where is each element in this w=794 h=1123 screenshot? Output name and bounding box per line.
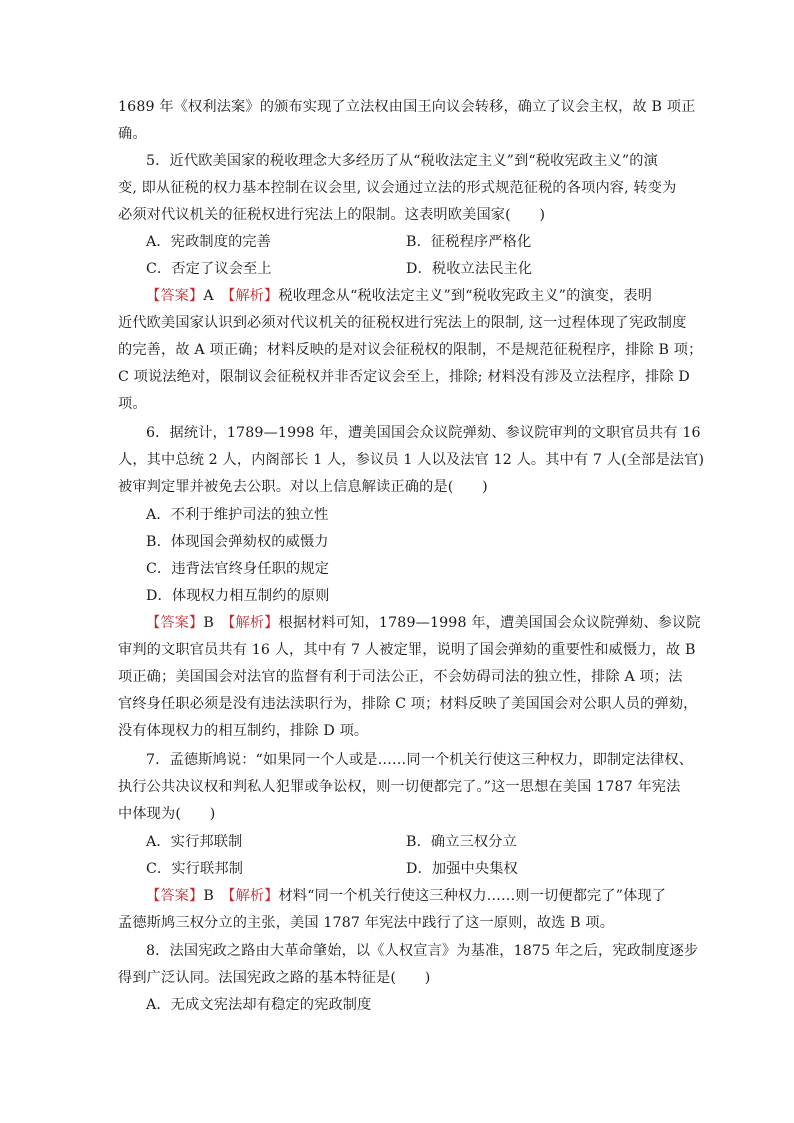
q5-option-a: A．宪政制度的完善: [146, 234, 272, 250]
q6-answer: B: [203, 615, 214, 631]
q5-answer-line: [146, 286, 652, 306]
answer-tag: 【答案】: [146, 888, 204, 904]
q5-analysis-line-1: 税收理念从“税收法定主义”到“税收宪政主义”的演变，表明: [278, 288, 653, 304]
analysis-tag: 【解析】: [228, 288, 279, 304]
q5-answer: A: [203, 288, 214, 304]
intro-line-2: 确。: [118, 126, 147, 142]
q6-stem-line-3: 被审判定罪并被免去公职。对以上信息解读正确的是( ): [118, 479, 488, 495]
q5-analysis-line-5: 项。: [118, 396, 147, 412]
q7-option-a: A．实行邦联制: [146, 834, 243, 850]
q7-analysis-line-1: 材料“同一个机关行使这三种权力……则一切便都完了”体现了: [278, 888, 667, 904]
analysis-tag: 【解析】: [228, 615, 279, 631]
analysis-tag: 【解析】: [228, 888, 279, 904]
q6-stem-line-1: 6．据统计，1789—1998 年，遭美国国会众议院弹劾、参议院审判的文职官员共有 16: [146, 425, 701, 441]
q6-analysis-line-2: 审判的文职官员共有 16 人，其中有 7 人被定罪，说明了国会弹劾的重要性和威慑力，故 B: [118, 642, 696, 658]
q6-answer-line: [146, 613, 701, 633]
q7-option-c: C．实行联邦制: [146, 861, 244, 877]
q6-analysis-line-3: 项正确；美国国会对法官的监督有利于司法公正，不会妨碍司法的独立性，排除 A 项；法: [118, 669, 683, 685]
q7-answer-line: [146, 886, 666, 906]
q6-option-c: C．违背法官终身任职的规定: [146, 561, 330, 577]
q7-option-b: B．确立三权分立: [406, 834, 517, 850]
q6-option-b: B．体现国会弹劾权的威慑力: [146, 534, 329, 550]
q6-option-a: A．不利于维护司法的独立性: [146, 507, 329, 523]
q5-stem-line-2: 变, 即从征税的权力基本控制在议会里, 议会通过立法的形式规范征税的各项内容, 转变为: [118, 180, 677, 196]
q5-analysis-line-2: 近代欧美国家认识到必须对代议机关的征税权进行宪法上的限制, 这一过程体现了宪政制度: [118, 315, 687, 331]
answer-tag: 【答案】: [146, 288, 204, 304]
q8-stem-line-1: 8．法国宪政之路由大革命肇始，以《人权宣言》为基准，1875 年之后，宪政制度逐步: [146, 943, 699, 959]
q5-option-c: C．否定了议会至上: [146, 261, 272, 277]
q6-analysis-line-4: 官终身任职必须是没有违法渎职行为，排除 C 项；材料反映了美国国会对公职人员的弹劾，: [118, 696, 698, 712]
q5-stem-line-1: 5．近代欧美国家的税收理念大多经历了从“税收法定主义”到“税收宪政主义”的演: [146, 153, 658, 169]
q7-answer: B: [203, 888, 214, 904]
q5-option-b: B．征税程序严格化: [406, 234, 532, 250]
q8-option-a: A．无成文宪法却有稳定的宪政制度: [146, 997, 372, 1013]
q6-stem-line-2: 人，其中总统 2 人，内阁部长 1 人，参议员 1 人以及法官 12 人。其中有 7 人(全部是法官): [118, 452, 705, 468]
q5-analysis-line-4: C 项说法绝对，限制议会征税权并非否定议会至上，排除; 材料没有涉及立法程序，排除 D: [118, 369, 690, 385]
q7-stem-line-2: 执行公共决议权和判私人犯罪或争讼权，则一切便都完了。”这一思想在美国 1787 年宪法: [118, 779, 681, 795]
q6-analysis-line-5: 没有体现权力的相互制约，排除 D 项。: [118, 723, 369, 739]
q7-analysis-line-2: 孟德斯鸠三权分立的主张，美国 1787 年宪法中践行了这一原则，故选 B 项。: [118, 915, 615, 931]
q5-analysis-line-3: 的完善，故 A 项正确；材料反映的是对议会征税权的限制，不是规范征税程序，排除 B 项；: [118, 342, 703, 358]
q7-stem-line-1: 7．孟德斯鸠说：“如果同一个人或是……同一个机关行使这三种权力，即制定法律权、: [146, 752, 694, 768]
intro-line-1: 1689 年《权利法案》的颁布实现了立法权由国王向议会转移，确立了议会主权，故 B 项正: [118, 99, 696, 115]
q7-option-d: D．加强中央集权: [406, 861, 518, 877]
q5-option-d: D．税收立法民主化: [406, 261, 533, 277]
q8-stem-line-2: 得到广泛认同。法国宪政之路的基本特征是( ): [118, 970, 431, 986]
q6-analysis-line-1: 根据材料可知，1789—1998 年，遭美国国会众议院弹劾、参议院: [278, 615, 701, 631]
answer-tag: 【答案】: [146, 615, 204, 631]
q7-stem-line-3: 中体现为( ): [118, 806, 216, 822]
q5-stem-line-3: 必须对代议机关的征税权进行宪法上的限制。这表明欧美国家( ): [118, 207, 546, 223]
q6-option-d: D．体现权力相互制约的原则: [146, 588, 330, 604]
